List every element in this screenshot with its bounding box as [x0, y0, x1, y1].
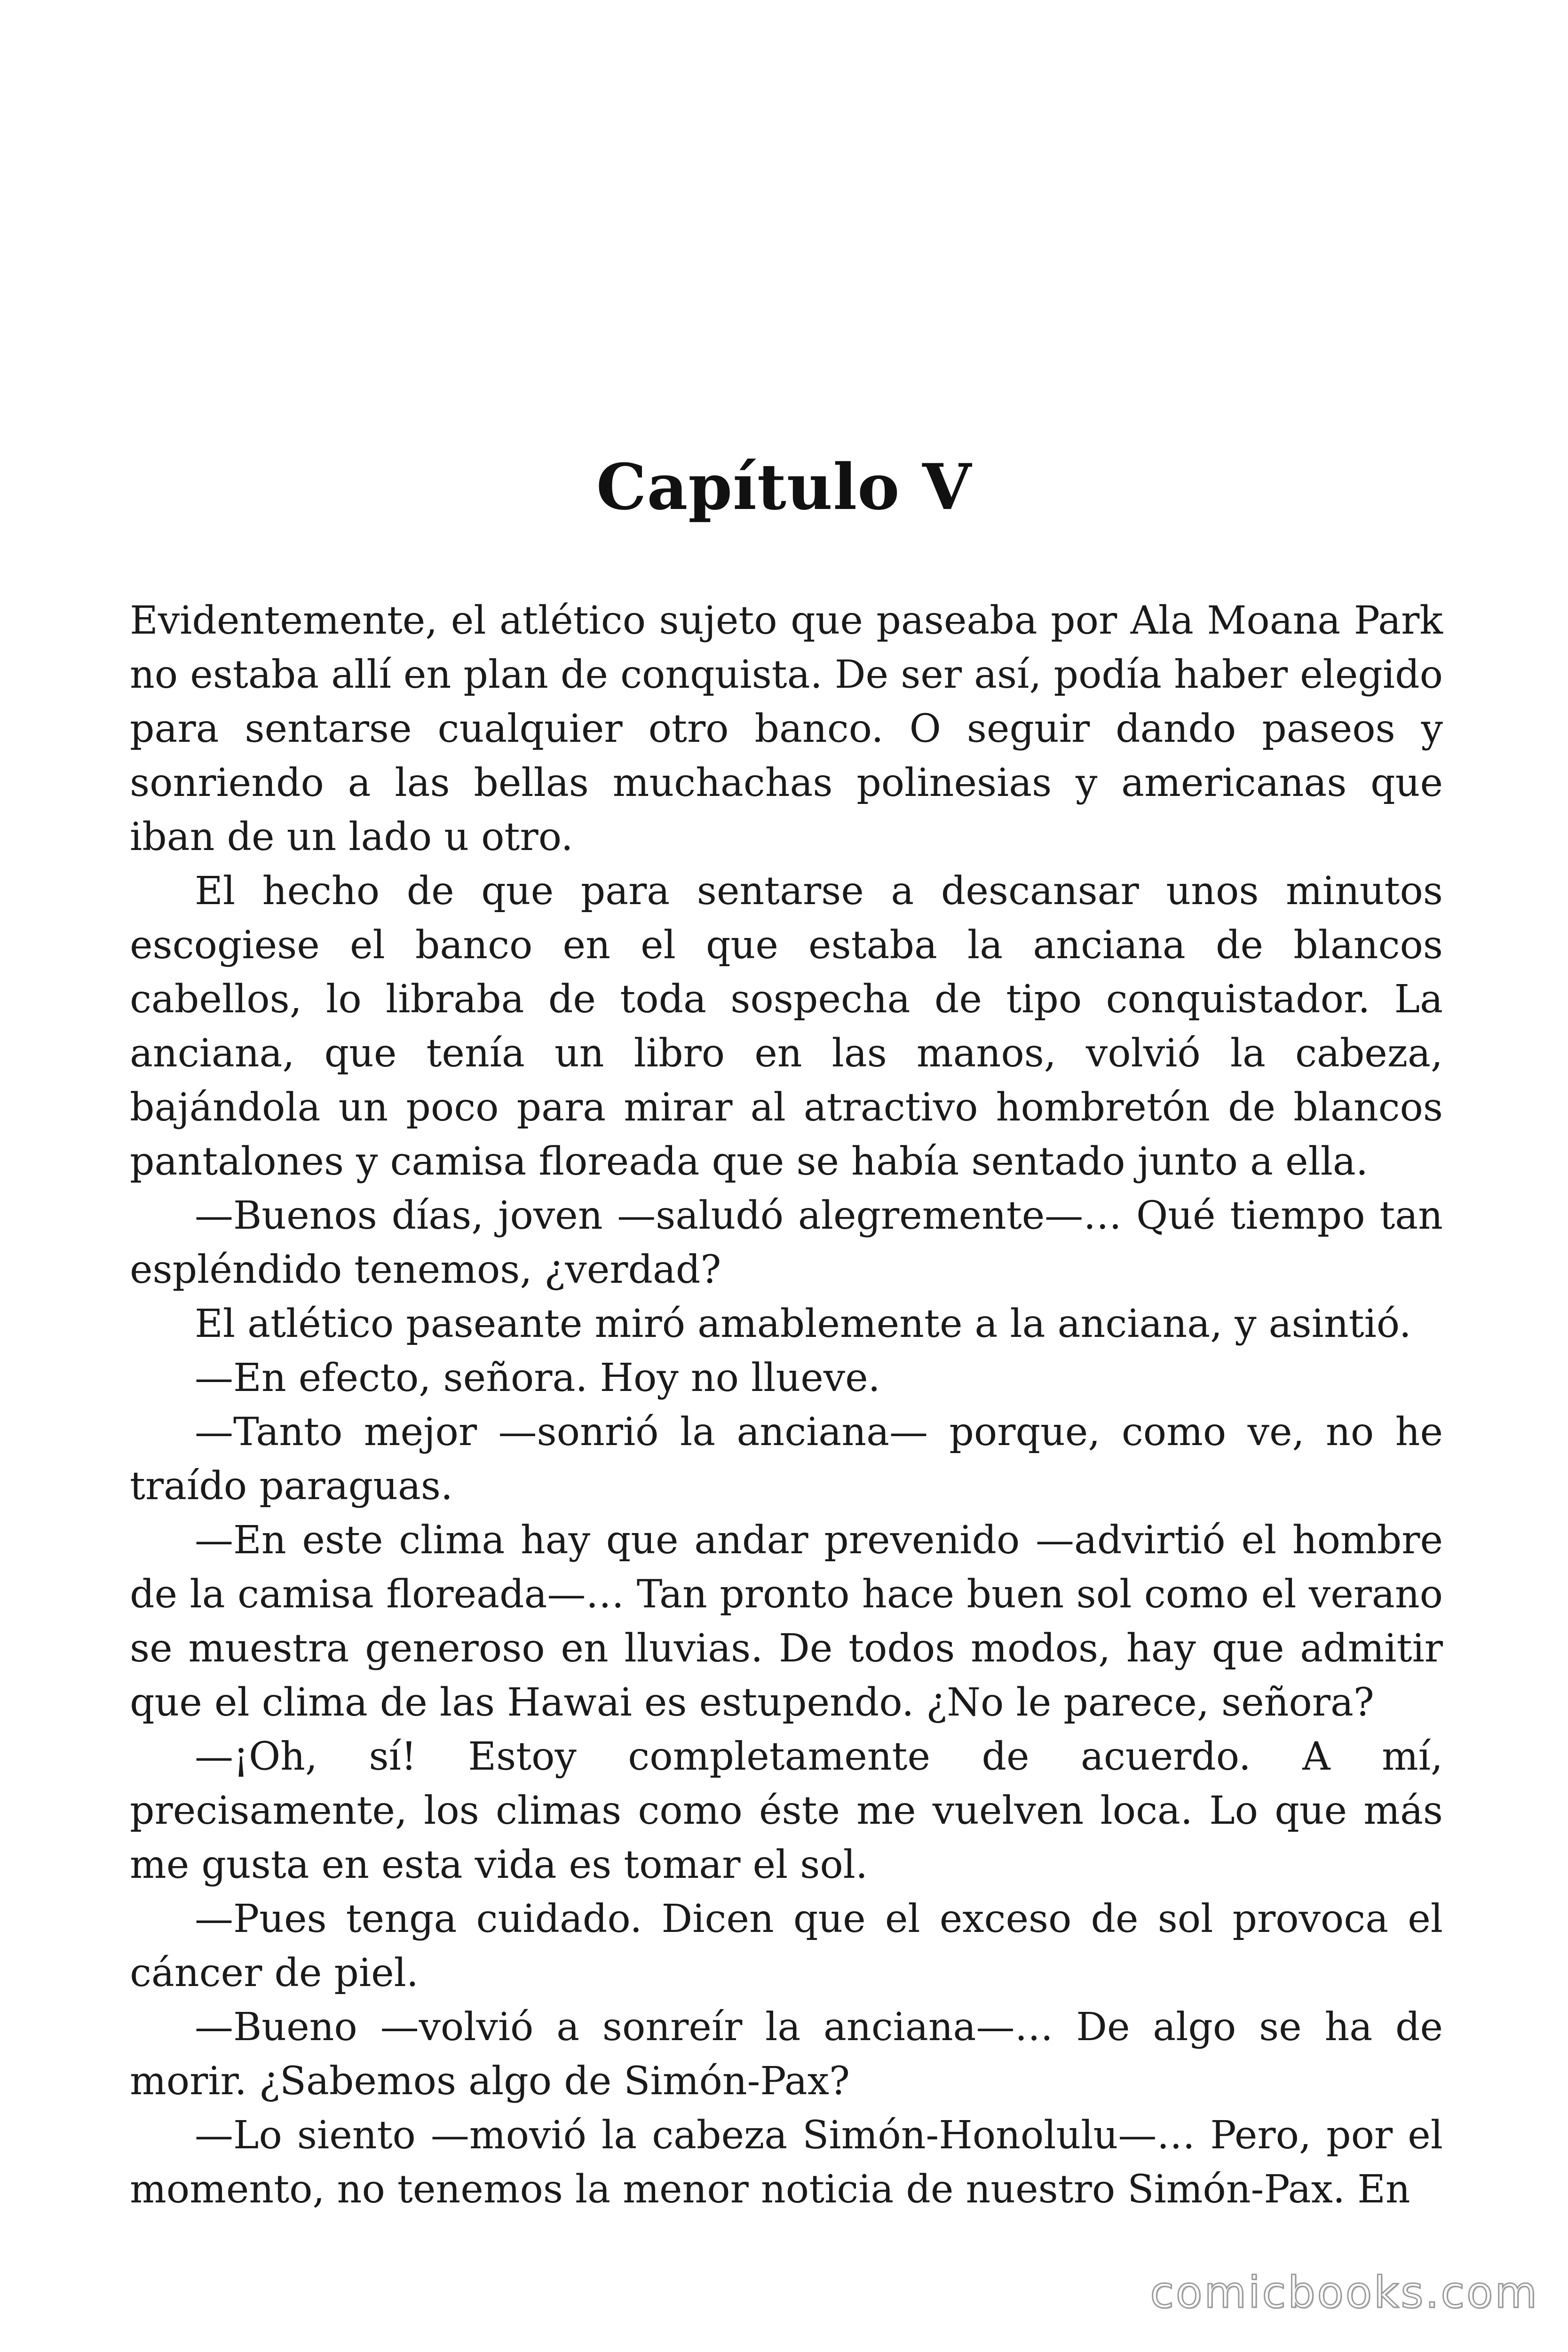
paragraph: —Tanto mejor —sonrió la anciana— porque, como ve, no he traído paraguas.: [130, 1410, 1443, 1509]
paragraph: —En este clima hay que andar prevenido —advirtió el hombre de la camisa floreada—… Tan pronto hace buen sol como el verano se muestra generoso en lluvias. De todos modos, hay que admitir que el clima de las Hawai es estupendo. ¿No le parece, señora?: [130, 1518, 1443, 1725]
paragraph: —Bueno —volvió a sonreír la anciana—… De algo se ha de morir. ¿Sabemos algo de Simón-Pax?: [130, 2005, 1443, 2104]
paragraph: —Buenos días, joven —saludó alegremente—… Qué tiempo tan espléndido tenemos, ¿verdad?: [130, 1193, 1443, 1292]
paragraph: El atlético paseante miró amablemente a la anciana, y asintió.: [195, 1302, 1411, 1346]
paragraph: Evidentemente, el atlético sujeto que paseaba por Ala Moana Park no estaba allí en plan de conquista. De ser así, podía haber elegido para sentarse cualquier otro banco. O seguir dando paseos y sonriendo a las bellas muchachas polinesias y americanas que iban de un lado u otro.: [130, 598, 1443, 859]
chapter-title: Capítulo V: [596, 450, 972, 524]
paragraph: —En efecto, señora. Hoy no llueve.: [195, 1356, 880, 1400]
paragraph: El hecho de que para sentarse a descansar unos minutos escogiese el banco en el que estaba la anciana de blancos cabellos, lo libraba de toda sospecha de tipo conquistador. La anciana, que tenía un libro en las manos, volvió la cabeza, bajándola un poco para mirar al atractivo hombretón de blancos pantalones y camisa floreada que se había sentado junto a ella.: [130, 869, 1443, 1184]
watermark: comicbooks.com: [1150, 2267, 1539, 2318]
paragraph: —¡Oh, sí! Estoy completamente de acuerdo. A mí, precisamente, los climas como éste me vuelven loca. Lo que más me gusta en esta vida es tomar el sol.: [130, 1734, 1443, 1887]
paragraph: —Pues tenga cuidado. Dicen que el exceso de sol provoca el cáncer de piel.: [130, 1897, 1443, 1995]
chapter-body: [130, 594, 1443, 2217]
paragraph: —Lo siento —movió la cabeza Simón-Honolulu—… Pero, por el momento, no tenemos la menor noticia de nuestro Simón-Pax. En: [130, 2113, 1443, 2212]
